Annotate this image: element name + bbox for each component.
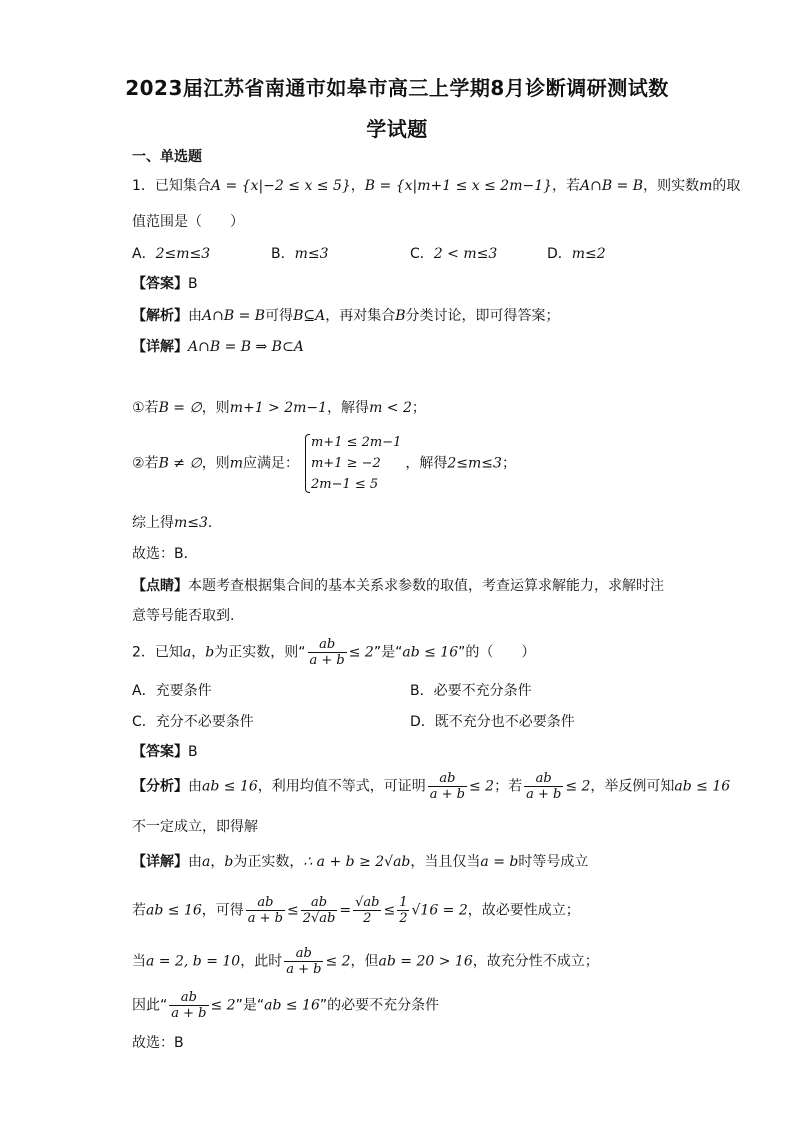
q1-analysis-b: 可得: [265, 308, 294, 324]
q2-answer: [132, 742, 198, 762]
q2-nec-frac1-num: ab: [246, 895, 285, 911]
q1-analysis-m2: B⊆A: [293, 308, 326, 324]
q1-analysis-tag: 【解析】: [132, 308, 188, 324]
q2-stem-fraction: [308, 637, 347, 668]
q1-answer-tag: 【答案】: [132, 276, 188, 292]
q1-case2-m2: m: [229, 455, 243, 472]
q2-nec-le1: ≤: [287, 902, 299, 919]
q1-option-b-text: m≤3: [294, 246, 329, 262]
q1-option-b-label: B．: [271, 246, 295, 262]
q2-answer-tag: 【答案】: [132, 744, 188, 760]
q2-nec-tail: √16 = 2: [411, 902, 468, 919]
q2-option-a-label: A．: [132, 683, 156, 699]
q1-detail-tag: 【详解】: [132, 339, 188, 355]
q2-detail-e: 时等号成立: [518, 854, 589, 870]
q2-detail-a: 由: [188, 854, 202, 870]
q2-suf-d: ，故充分性不成立；: [472, 953, 599, 970]
q2-nec-a: 若: [132, 902, 146, 919]
q2-detail-d: ，当且仅当: [410, 854, 481, 870]
q2-detail-m2: a = b: [480, 854, 519, 870]
q1-case1-m3: m < 2: [369, 400, 412, 416]
q2-nec-frac3-den: 2: [363, 911, 372, 926]
q2-nec-b: ，可得: [201, 902, 244, 919]
q2-nec-fraction-2: [301, 895, 338, 926]
q2-detail-tag: 【详解】: [132, 854, 188, 870]
q1-stem-line-1: [132, 176, 740, 196]
q1-note-tag: 【点睛】: [132, 578, 188, 594]
q2-conc-m: ab ≤ 16: [264, 997, 320, 1014]
q1-analysis-c: ，再对集合: [325, 308, 396, 324]
q2-detail-b: ，: [210, 854, 225, 870]
q1-summary-m: m≤3: [174, 515, 208, 531]
q2-option-a[interactable]: [132, 680, 212, 700]
q2-analysis-m2: ab ≤ 16: [674, 778, 731, 795]
q2-conclusion: [132, 990, 439, 1021]
q2-suf-m1: a = 2, b = 10: [146, 953, 241, 970]
q1-analysis-m1: A∩B = B: [202, 308, 266, 324]
q1-summary-b: ．: [207, 515, 222, 531]
q1-case2-sys-row-3: 2m−1 ≤ 5: [310, 477, 379, 492]
q2-conc-frac-den: a + b: [171, 1006, 207, 1021]
q2-suf-a: 当: [132, 953, 146, 970]
q2-analysis-frac2-num: ab: [524, 771, 563, 787]
q1-case1-m2: m+1 > 2m−1: [229, 400, 328, 416]
q1-option-d-label: D．: [547, 246, 572, 262]
q2-option-c-text: 充分不必要条件: [155, 714, 254, 730]
q1-answer-value: B: [188, 276, 198, 292]
q1-case2-d: ，解得: [405, 455, 448, 472]
q1-case2-c: 应满足：: [242, 455, 299, 472]
q2-stem-b: ，: [191, 644, 206, 661]
q2-nec-fraction-4: [397, 895, 409, 926]
q1-note-line-2: 意等号能否取到.: [132, 608, 235, 624]
q2-nec-frac4-den: 2: [399, 911, 408, 926]
q1-stem-line-2: 值范围是（ ）: [132, 214, 244, 230]
q1-case1-c: ，解得: [327, 400, 370, 416]
q1-set-a: A = {x|−2 ≤ x ≤ 5}: [210, 178, 351, 194]
q1-case2-sys-row-2: m+1 ≥ −2: [310, 456, 381, 471]
q2-stem-rel: ≤ 2: [348, 644, 374, 661]
q2-nec-fraction-3: [353, 895, 381, 926]
q2-nec-frac2-den: 2√ab: [302, 911, 336, 926]
q2-detail-var-a: a: [202, 854, 211, 870]
q2-analysis-c: ；若: [494, 778, 523, 795]
q1-summary: [132, 513, 222, 533]
q1-case-1: [132, 398, 426, 418]
q2-analysis-a: 由: [188, 778, 202, 795]
q2-conc-a: 因此“: [132, 997, 168, 1014]
q2-conc-rel: ≤ 2: [210, 997, 236, 1014]
q2-analysis-tag: 【分析】: [132, 778, 188, 795]
q1-case2-m3: 2≤m≤3: [447, 455, 502, 472]
q1-note-line-1: [132, 576, 664, 596]
q1-case1-b: ，则: [201, 400, 230, 416]
q2-analysis-fraction-1: [428, 771, 467, 802]
q2-analysis-frac2-den: a + b: [526, 787, 562, 802]
q1-analysis-a: 由: [188, 308, 202, 324]
paper-title-line-2: 学试题: [366, 117, 428, 141]
q1-analysis: [132, 306, 560, 326]
q1-case2-sys-row-1: m+1 ≤ 2m−1: [310, 435, 402, 450]
q1-case2-b: ，则: [201, 455, 230, 472]
q2-analysis-b: ，利用均值不等式，可证明: [257, 778, 426, 795]
q2-nec-eq: =: [339, 902, 352, 919]
q2-analysis-frac1-num: ab: [428, 771, 467, 787]
q2-detail-var-b: b: [224, 854, 234, 870]
q1-set-b: B = {x|m+1 ≤ x ≤ 2m−1}: [364, 178, 553, 194]
q1-option-b[interactable]: [271, 243, 329, 263]
q1-stem-b: ，若: [552, 178, 581, 194]
q2-analysis: [132, 771, 730, 802]
q1-sep: ，: [350, 178, 365, 194]
q1-option-a-label: A．: [132, 246, 156, 262]
q2-nec-frac2-num: ab: [301, 895, 338, 911]
q1-option-a[interactable]: [132, 243, 210, 263]
q2-conc-frac-num: ab: [169, 990, 208, 1006]
q1-answer: [132, 274, 198, 294]
q2-sufficiency: [132, 946, 599, 977]
q2-choose: 故选：B: [132, 1035, 184, 1051]
q1-var-m: m: [699, 178, 713, 194]
q2-analysis-fraction-2: [524, 771, 563, 802]
q1-stem-c: ，则实数: [643, 178, 700, 194]
q2-analysis-rel2: ≤ 2: [565, 778, 591, 795]
q1-option-d-text: m≤2: [571, 246, 606, 262]
q1-case-2: [132, 432, 516, 495]
q1-detail: [132, 337, 304, 357]
q1-option-d[interactable]: [547, 243, 606, 263]
q2-stem-d: ”是“: [373, 644, 403, 661]
q1-case2-m1: B ≠ ∅: [158, 455, 202, 472]
q1-option-c-text: 2 < m≤3: [433, 246, 498, 262]
q1-analysis-d: 分类讨论，即可得答案；: [405, 308, 560, 324]
q2-nec-frac3-num: √ab: [355, 895, 380, 910]
q1-choose: 故选：B．: [132, 546, 198, 562]
q2-nec-frac1-den: a + b: [247, 911, 283, 926]
q2-detail-c: 为正实数，: [233, 854, 304, 870]
q2-option-a-text: 充要条件: [155, 683, 212, 699]
q2-analysis-line-2: 不一定成立，即得解: [132, 819, 258, 835]
q2-analysis-d: ，举反例可知: [590, 778, 675, 795]
paper-title-line-1: 2023届江苏省南通市如皋市高三上学期8月诊断调研测试数: [125, 76, 669, 100]
q2-stem-frac-num: ab: [308, 637, 347, 653]
q2-option-d-label: D．: [410, 714, 435, 730]
q2-option-c-label: C．: [132, 714, 156, 730]
q2-suf-c: ，但: [350, 953, 379, 970]
q2-nec-fraction-1: [246, 895, 285, 926]
q2-nec-c: ，故必要性成立；: [467, 902, 580, 919]
q2-necessity: [132, 895, 580, 926]
q1-stem-a: 1．已知集合: [132, 178, 211, 194]
q2-option-b-text: 必要不充分条件: [433, 683, 532, 699]
q1-option-c-label: C．: [410, 246, 434, 262]
q2-conc-b: ”是“: [235, 997, 265, 1014]
q2-option-c[interactable]: [132, 711, 254, 731]
q1-stem-d: 的取: [712, 178, 741, 194]
q2-option-b[interactable]: [410, 680, 532, 700]
q1-option-a-text: 2≤m≤3: [155, 246, 211, 262]
q2-detail: [132, 852, 588, 872]
q2-suf-rel: ≤ 2: [325, 953, 351, 970]
q2-suf-frac-den: a + b: [286, 962, 322, 977]
q2-conc-fraction: [169, 990, 208, 1021]
q2-suf-m2: ab = 20 > 16: [378, 953, 473, 970]
q2-detail-m1: ∴ a + b ≥ 2√ab: [303, 854, 411, 870]
q1-option-c[interactable]: [410, 243, 497, 263]
q2-suf-fraction: [284, 946, 323, 977]
q1-case1-d: ；: [411, 400, 426, 416]
q2-stem: [132, 637, 535, 668]
q2-option-d-text: 既不充分也不必要条件: [434, 714, 575, 730]
q2-option-b-label: B．: [410, 683, 434, 699]
q2-nec-m1: ab ≤ 16: [146, 902, 202, 919]
q1-case2-system: [303, 432, 401, 495]
q1-case2-a: ②若: [132, 455, 159, 472]
q1-case1-a: ①若: [132, 400, 159, 416]
q2-option-d[interactable]: [410, 711, 575, 731]
q2-analysis-frac1-den: a + b: [429, 787, 465, 802]
q1-summary-a: 综上得: [132, 515, 174, 531]
q2-stem-frac-den: a + b: [309, 653, 345, 668]
q1-case1-m1: B = ∅: [158, 400, 202, 416]
q2-conc-c: ”的必要不充分条件: [319, 997, 440, 1014]
q2-suf-frac-num: ab: [284, 946, 323, 962]
q2-stem-a: 2．已知: [132, 644, 183, 661]
q1-analysis-m3: B: [395, 308, 406, 324]
q2-var-b: b: [205, 644, 215, 661]
q2-stem-c: 为正实数，则“: [214, 644, 306, 661]
q2-stem-m: ab ≤ 16: [402, 644, 459, 661]
q2-analysis-rel1: ≤ 2: [469, 778, 495, 795]
q1-note-text: 本题考查根据集合间的基本关系求参数的取值，考查运算求解能力，求解时注: [188, 578, 664, 594]
q2-var-a: a: [182, 644, 192, 661]
q2-answer-value: B: [188, 744, 198, 760]
q2-nec-frac4-num: 1: [399, 895, 408, 910]
q1-detail-math: A∩B = B ⇒ B⊂A: [188, 339, 304, 355]
q2-suf-b: ，此时: [240, 953, 283, 970]
q2-nec-le2: ≤: [383, 902, 396, 919]
q2-analysis-m1: ab ≤ 16: [202, 778, 258, 795]
q1-condition: A∩B = B: [580, 178, 644, 194]
q2-stem-e: ”的（ ）: [458, 644, 536, 661]
section-heading: 一、单选题: [132, 149, 202, 165]
q1-case2-e: ；: [501, 455, 516, 472]
